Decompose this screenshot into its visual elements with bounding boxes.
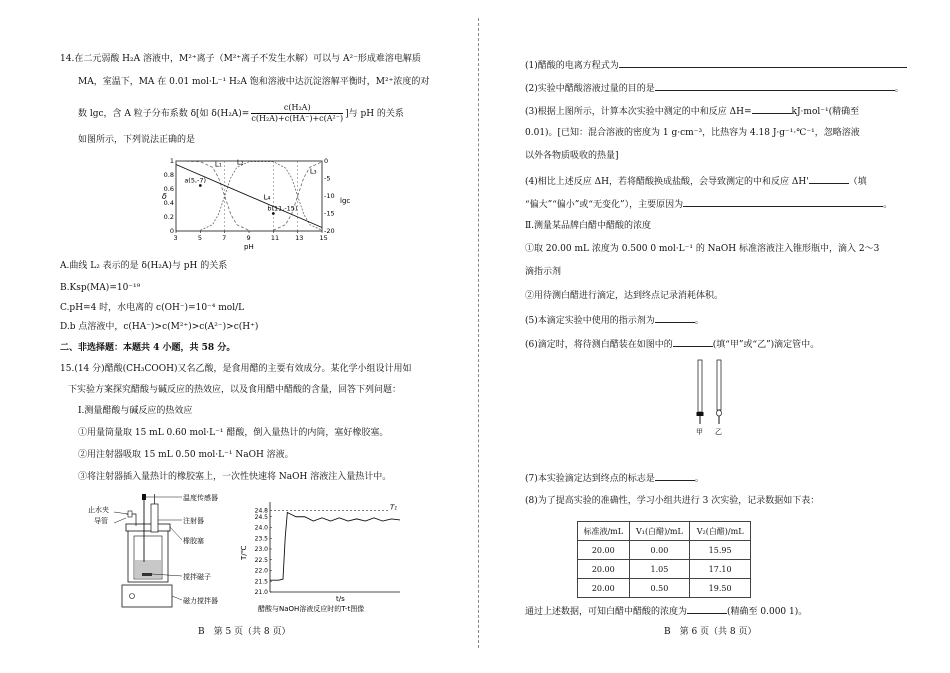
part2-step1-line2: 滴指示剂: [525, 267, 562, 277]
left-page-footer: B 第 5 页（共 8 页）: [198, 627, 291, 637]
q2-text: (2)实验中醋酸溶液过量的目的是 。: [525, 81, 904, 95]
temperature-tick-label: 22.0: [254, 567, 268, 575]
q4-answer-blank-2[interactable]: [683, 197, 883, 207]
calorimeter-diagram: [84, 490, 234, 615]
time-axis-label: t/s: [336, 595, 345, 603]
table-row: [578, 541, 751, 560]
temperature-tick-label: 24.8: [254, 507, 268, 515]
q14-line2: MA，室温下，MA 在 0.01 mol·L⁻¹ H₂A 饱和溶液中达沉淀溶解平衡时，M²⁺浓度的对: [78, 77, 430, 87]
fraction-denominator: c(H₂A)+c(HA⁻)+c(A²⁻): [251, 114, 344, 123]
lgc-tick-label: -15: [324, 209, 335, 218]
q3-line2: 0.01)。[已知：混合溶液的密度为 1 g·cm⁻³，比热容为 4.18 J·g⁻¹·℃⁻¹，忽略溶液: [525, 128, 860, 138]
series-label-4: L₄: [263, 193, 271, 202]
q14-line3-post: ]与 pH 的关系: [345, 109, 404, 119]
delta-ph-chart: [158, 153, 358, 253]
q7-label: (7)本实验滴定达到终点的标志是: [525, 474, 655, 484]
q6-hint: (填“甲”或“乙”)滴定管中。: [712, 340, 820, 350]
q7-text: (7)本实验滴定达到终点的标志是 。: [525, 471, 704, 485]
lgc-tick-label: -5: [324, 174, 331, 183]
q3-line3: 以外各物质吸收的热量]: [525, 151, 619, 161]
temperature-tick-label: 22.5: [254, 556, 268, 564]
label-syringe: 注射器: [183, 517, 204, 525]
table-cell: 20.00: [578, 541, 630, 560]
table-cell: 17.10: [690, 560, 751, 579]
q3-answer-blank[interactable]: [752, 104, 792, 114]
titration-data-table: [577, 521, 751, 598]
q14-line3: [78, 103, 404, 124]
q6-answer-blank[interactable]: [673, 337, 713, 347]
table-header: 标准液/mL: [578, 522, 630, 541]
table-header: V₁(白醋)/mL: [629, 522, 690, 541]
q14-line4: 如图所示，下列说法正确的是: [78, 135, 196, 145]
q4-line1: [525, 174, 867, 188]
label-magnetic-stirrer: 磁力搅拌器: [183, 597, 218, 605]
burette-label-jia: 甲: [696, 428, 703, 436]
table-cell: 19.50: [690, 579, 751, 598]
q14-option-d: D.b 点溶液中，c(HA⁻)>c(M²⁺)>c(A²⁻)>c(H⁺): [60, 322, 259, 332]
q3-line1: [525, 104, 859, 118]
q14-option-b: B.Ksp(MA)=10⁻¹⁹: [60, 283, 141, 293]
point-a-label: a(5,-7): [184, 176, 207, 185]
delta-tick-label: 1: [169, 157, 174, 165]
delta-axis-label: δ: [162, 192, 167, 201]
lgc-axis-label: lgc: [340, 197, 351, 205]
section-two-heading: 二、非选择题：本题共 4 小题，共 58 分。: [60, 343, 236, 353]
q6-label: (6)滴定时，将待测白醋装在如图中的: [525, 340, 673, 350]
series-label-2: L₂: [236, 158, 244, 167]
table-cell: 0.50: [629, 579, 690, 598]
part2-step2: ②用待测白醋进行滴定，达到终点记录消耗体积。: [525, 291, 724, 301]
q5-label: (5)本滴定实验中使用的指示剂为: [525, 316, 655, 326]
q4-fill-hint: （填: [848, 177, 867, 187]
table-cell: 1.05: [629, 560, 690, 579]
temperature-time-chart: [240, 498, 405, 616]
table-header-row: [578, 522, 751, 541]
temperature-tick-label: 23.0: [254, 546, 268, 553]
label-tube: 导管: [94, 517, 108, 525]
ph-tick-label: 13: [295, 234, 304, 242]
q2-answer-blank[interactable]: [655, 81, 895, 91]
series-4-line: [176, 165, 322, 228]
point-b-label: b(11,-15): [267, 204, 298, 213]
q1-text: [525, 58, 907, 72]
table-row: [578, 560, 751, 579]
series-label-1: L₁: [214, 160, 222, 169]
q4-line2: “偏大”“偏小”或“无变化”），主要原因为 。: [525, 197, 892, 211]
point-a-marker: [199, 184, 202, 187]
q6-text: [525, 337, 819, 351]
ph-tick-label: 15: [319, 234, 328, 242]
temperature-series-line: [270, 512, 400, 580]
right-page-footer: B 第 6 页（共 8 页）: [664, 627, 757, 637]
table-cell: 20.00: [578, 579, 630, 598]
temperature-tick-label: 23.5: [254, 535, 268, 543]
table-cell: 0.00: [629, 541, 690, 560]
fraction-numerator: c(H₂A): [251, 103, 343, 114]
ph-tick-label: 3: [173, 234, 178, 242]
lgc-tick-label: 0: [324, 157, 329, 165]
temperature-tick-label: 21.5: [254, 578, 268, 586]
q1-label: (1)醋酸的电离方程式为: [525, 61, 619, 71]
label-temperature-sensor: 温度传感器: [183, 494, 218, 502]
concentration-text: [525, 604, 807, 618]
ph-tick-label: 5: [197, 234, 202, 242]
q7-answer-blank[interactable]: [655, 471, 695, 481]
q3-label: (3)根据上图所示，计算本次实验中测定的中和反应 ΔH=: [525, 107, 752, 117]
table-row: [578, 579, 751, 598]
series-1-line: [176, 158, 249, 230]
q4-reason-label: “偏大”“偏小”或“无变化”），主要原因为: [525, 200, 684, 210]
q15-line2: 下实验方案探究醋酸与碱反应的热效应，以及食用醋中醋酸的含量，回答下列问题：: [68, 385, 402, 395]
q14-line1: 14.在二元弱酸 H₂A 溶液中，M²⁺离子（M²⁺离子不发生水解）可以与 A²⁻形成难溶电解质: [60, 54, 421, 64]
q14-option-c: C.pH=4 时，水电离的 c(OH⁻)=10⁻⁴ mol/L: [60, 303, 245, 313]
concentration-answer-blank[interactable]: [687, 604, 727, 614]
q4-answer-blank-1[interactable]: [809, 174, 849, 184]
concentration-label: 通过上述数据，可知白醋中醋酸的浓度为: [525, 607, 688, 617]
ph-tick-label: 11: [270, 234, 280, 242]
q8-text: (8)为了提高实验的准确性，学习小组共进行 3 次实验，记录数据如下表：: [525, 496, 820, 506]
point-b-marker: [272, 212, 275, 215]
burettes-diagram: [686, 358, 736, 436]
table-header: V₂(白醋)/mL: [690, 522, 751, 541]
lgc-tick-label: -10: [324, 192, 335, 200]
q15-step2: ②用注射器吸取 15 mL 0.50 mol·L⁻¹ NaOH 溶液。: [78, 450, 294, 460]
delta-tick-label: 0.6: [163, 185, 174, 193]
temperature-axis-label: T/℃: [240, 545, 248, 560]
tt-chart-title: 醋酸与NaOH溶液反应时的T-t图像: [258, 605, 365, 613]
q5-answer-blank[interactable]: [655, 313, 695, 323]
q14-option-a: A.曲线 L₂ 表示的是 δ(H₂A)与 pH 的关系: [60, 261, 228, 271]
q15-part1-heading: Ⅰ.测量醋酸与碱反应的热效应: [78, 406, 193, 416]
q3-unit: kJ·mol⁻¹(精确至: [791, 107, 860, 117]
part2-step1-line1: ①取 20.00 mL 浓度为 0.500 0 mol·L⁻¹ 的 NaOH 标准溶液注入锥形瓶中，滴入 2～3: [525, 244, 880, 254]
delta-tick-label: 0.8: [163, 171, 174, 179]
burette-label-yi: 乙: [715, 428, 722, 436]
fraction: [251, 103, 343, 124]
delta-tick-label: 0.2: [163, 213, 174, 221]
concentration-precision: (精确至 0.000 1)。: [727, 607, 808, 617]
q15-step3: ③将注射器插入量热计的橡胶塞上，一次性快速将 NaOH 溶液注入量热计中。: [78, 472, 392, 482]
part2-heading: Ⅱ.测量某品牌白醋中醋酸的浓度: [525, 221, 651, 231]
temperature-tick-label: 21.0: [254, 589, 268, 596]
ph-tick-label: 7: [222, 234, 227, 242]
q2-label: (2)实验中醋酸溶液过量的目的是: [525, 84, 655, 94]
label-rubber-stopper: 橡胶塞: [183, 537, 204, 545]
q5-text: (5)本滴定实验中使用的指示剂为 。: [525, 313, 704, 327]
series-label-3: L₃: [309, 167, 317, 176]
q15-step1: ①用量筒量取 15 mL 0.60 mol·L⁻¹ 醋酸，倒入量热计的内筒，塞好橡胶塞。: [78, 428, 389, 438]
table-cell: 20.00: [578, 560, 630, 579]
lgc-tick-label: -20: [324, 227, 335, 235]
label-stopcock: 止水夹: [88, 506, 109, 514]
delta-tick-label: 0.4: [163, 199, 174, 207]
reference-t1-label: T₁: [390, 503, 398, 512]
table-cell: 15.95: [690, 541, 751, 560]
ph-axis-label: pH: [244, 243, 254, 251]
temperature-tick-label: 24.0: [254, 524, 268, 532]
q4-label: (4)相比上述反应 ΔH，若将醋酸换成盐酸，会导致测定的中和反应 ΔH': [525, 177, 809, 187]
q15-line1: 15.(14 分)醋酸(CH₃COOH)又名乙酸，是食用醋的主要有效成分。某化学小组设计用如: [60, 364, 412, 374]
ph-tick-label: 9: [246, 234, 251, 242]
delta-tick-label: 0: [169, 227, 174, 235]
temperature-tick-label: 24.5: [254, 513, 268, 521]
q14-line3-pre: 数 lgc，含 A 粒子分布系数 δ[如 δ(H₂A)=: [78, 109, 250, 119]
q1-answer-blank[interactable]: [619, 58, 907, 68]
label-stir-bar: 搅拌磁子: [183, 573, 211, 581]
